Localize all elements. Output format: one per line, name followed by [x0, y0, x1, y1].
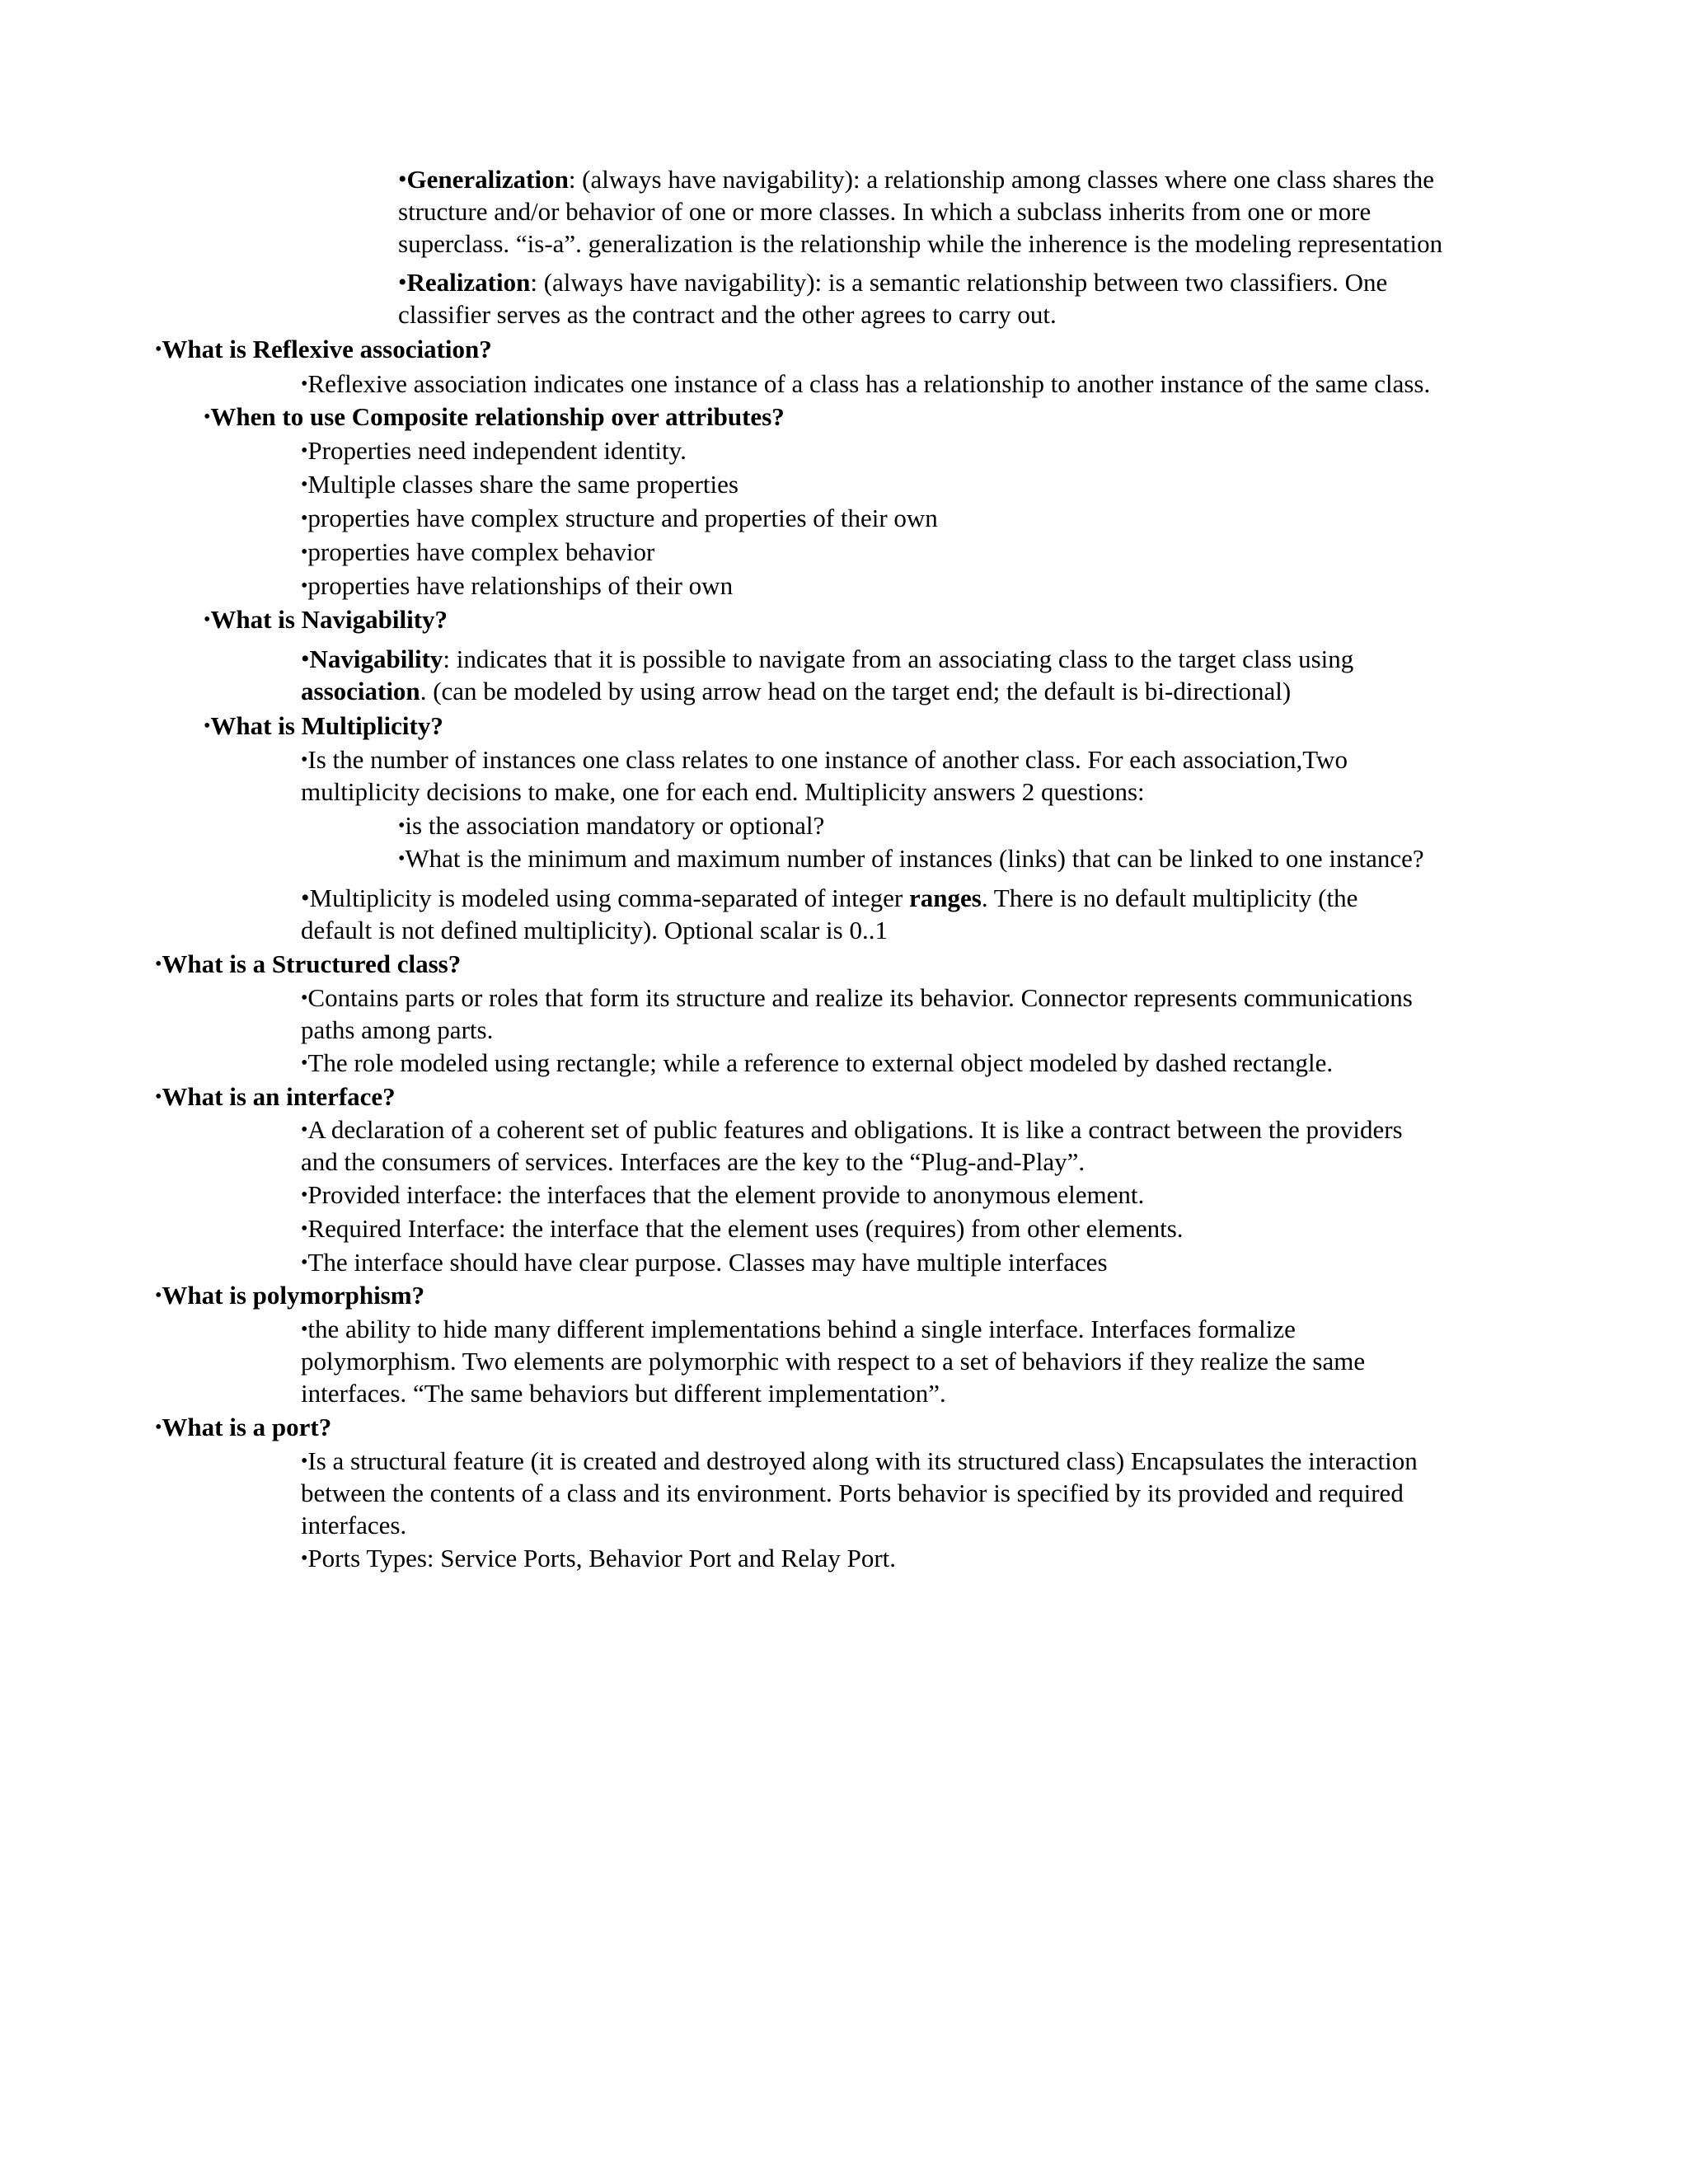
list-item-text: is the association mandatory or optional?: [405, 811, 825, 840]
bullet-icon: •: [301, 541, 308, 563]
paragraph-text: Required Interface: the interface that the element uses (requires) from other elements.: [307, 1214, 1184, 1243]
generalization-text: : (always have navigability): a relationship among classes where one class shares the: [568, 165, 1435, 194]
navigability-term: Navigability: [309, 644, 443, 673]
paragraph-text: A declaration of a coherent set of public features and obligations. It is like a contract between the providers: [307, 1115, 1403, 1144]
paragraph-text: Contains parts or roles that form its structure and realize its behavior. Connector represents communications: [307, 983, 1413, 1012]
list-item: [301, 569, 733, 605]
polymorphism-line-2: polymorphism. Two elements are polymorphic with respect to a set of behaviors if they realize the same: [301, 1347, 1366, 1376]
polymorphism-question: [155, 1279, 424, 1315]
paragraph-text: Ports Types: Service Ports, Behavior Port and Relay Port.: [307, 1544, 897, 1572]
list-item-text: What is the minimum and maximum number of instances (links) that can be linked to one instance?: [405, 844, 1424, 873]
generalization-line-2: structure and/or behavior of one or more classes. In which a subclass inherits from one or more: [398, 197, 1372, 226]
question-heading: What is polymorphism?: [162, 1281, 425, 1310]
list-item: [301, 468, 738, 504]
list-item-text: properties have complex behavior: [307, 537, 655, 566]
bullet-icon: •: [301, 1451, 308, 1472]
bullet-icon: •: [301, 1548, 308, 1569]
interface-question: [155, 1080, 396, 1116]
question-heading: What is Multiplicity?: [210, 711, 443, 740]
bullet-icon: •: [155, 1417, 162, 1438]
interface-p1-line-1: [301, 1113, 1403, 1149]
paragraph-text: The role modeled using rectangle; while a reference to external object modeled by dashed rectangle.: [307, 1048, 1334, 1077]
bullet-icon: •: [301, 575, 308, 597]
bullet-icon: •: [301, 508, 308, 529]
port-p2: [301, 1542, 896, 1577]
bullet-icon: •: [301, 987, 308, 1009]
paragraph-text: Multiplicity is modeled using comma-separated of integer: [309, 883, 909, 912]
paragraph-text: Is the number of instances one class relates to one instance of another class. For each association,Two: [307, 745, 1348, 774]
structured-p1-line-1: [301, 982, 1413, 1017]
navigability-line-2: [301, 675, 1291, 707]
bullet-icon: •: [398, 815, 406, 837]
list-item-text: properties have complex structure and properties of their own: [307, 504, 938, 532]
question-heading: What is Reflexive association?: [162, 335, 492, 363]
bullet-icon: •: [301, 1319, 308, 1340]
question-heading: When to use Composite relationship over attributes?: [210, 402, 785, 431]
ranges-term: ranges: [908, 883, 982, 912]
multiplicity-question: [204, 710, 443, 745]
paragraph-text: the ability to hide many different implementations behind a single interface. Interfaces formalize: [307, 1315, 1296, 1343]
multiplicity-p1-line-2: multiplicity decisions to make, one for each end. Multiplicity answers 2 questions:: [301, 777, 1145, 806]
bullet-icon: •: [301, 884, 310, 912]
list-item-text: Multiple classes share the same properties: [307, 470, 738, 499]
port-p1-line-2: between the contents of a class and its environment. Ports behavior is specified by its provided and required: [301, 1479, 1404, 1507]
bullet-icon: •: [301, 645, 310, 673]
realization-line-1: [398, 266, 1387, 299]
polymorphism-line-1: [301, 1313, 1296, 1348]
port-p1-line-1: [301, 1445, 1418, 1480]
question-heading: What is a port?: [162, 1413, 332, 1441]
realization-term: Realization: [406, 268, 531, 297]
question-heading: What is an interface?: [162, 1082, 396, 1111]
structured-p2: [301, 1047, 1333, 1082]
reflexive-question: [155, 333, 492, 368]
bullet-icon: •: [301, 1184, 308, 1206]
bullet-icon: •: [155, 1086, 162, 1108]
list-item: [301, 536, 654, 571]
bullet-icon: •: [204, 609, 211, 630]
navigability-text: . (can be modeled by using arrow head on the target end; the default is bi-directional): [420, 677, 1292, 705]
association-term: association: [301, 677, 420, 705]
interface-p1-line-2: and the consumers of services. Interfaces are the key to the “Plug-and-Play”.: [301, 1147, 1085, 1176]
interface-p4: [301, 1246, 1108, 1282]
list-item: [398, 842, 1424, 878]
navigability-text: : indicates that it is possible to navigate from an associating class to the target class using: [443, 644, 1354, 673]
bullet-icon: •: [301, 440, 308, 462]
bullet-icon: •: [204, 406, 211, 428]
bullet-icon: •: [301, 373, 308, 395]
bullet-icon: •: [301, 1252, 308, 1273]
generalization-term: Generalization: [406, 165, 569, 194]
list-item: [398, 809, 824, 845]
realization-text: : (always have navigability): is a semantic relationship between two classifiers. One: [530, 268, 1388, 297]
list-item: [301, 434, 687, 470]
bullet-icon: •: [204, 715, 211, 737]
composite-question: [204, 401, 785, 436]
bullet-icon: •: [398, 166, 407, 193]
paragraph-text: Is a structural feature (it is created and destroyed along with its structured class) Encapsulates the interaction: [307, 1446, 1418, 1475]
bullet-icon: •: [301, 1119, 308, 1141]
list-item: [301, 502, 938, 537]
bullet-icon: •: [301, 1218, 308, 1240]
navigability-line-1: [301, 643, 1353, 676]
multiplicity-p2-line-1: [301, 882, 1357, 915]
bullet-icon: •: [398, 269, 407, 296]
interface-p3: [301, 1212, 1184, 1248]
generalization-line-3: superclass. “is-a”. generalization is the relationship while the inherence is the modeling representation: [398, 229, 1443, 258]
bullet-icon: •: [155, 954, 162, 975]
interface-p2: [301, 1179, 1144, 1214]
answer-text: Reflexive association indicates one instance of a class has a relationship to another instance of the same class.: [307, 369, 1431, 398]
bullet-icon: •: [398, 848, 406, 869]
paragraph-text: . There is no default multiplicity (the: [981, 883, 1358, 912]
port-question: [155, 1411, 331, 1446]
structured-p1-line-2: paths among parts.: [301, 1015, 494, 1044]
bullet-icon: •: [301, 474, 308, 495]
realization-line-2: classifier serves as the contract and the other agrees to carry out.: [398, 300, 1057, 329]
polymorphism-line-3: interfaces. “The same behaviors but different implementation”.: [301, 1379, 946, 1408]
bullet-icon: •: [301, 1052, 308, 1074]
navigability-question: [204, 603, 448, 639]
bullet-icon: •: [301, 749, 308, 771]
structured-question: [155, 948, 461, 983]
port-p1-line-3: interfaces.: [301, 1511, 407, 1540]
bullet-icon: •: [155, 1285, 162, 1306]
question-heading: What is a Structured class?: [162, 949, 462, 978]
bullet-icon: •: [155, 339, 162, 360]
paragraph-text: The interface should have clear purpose. Classes may have multiple interfaces: [307, 1248, 1108, 1277]
paragraph-text: Provided interface: the interfaces that the element provide to anonymous element.: [307, 1180, 1145, 1209]
list-item-text: properties have relationships of their own: [307, 571, 734, 600]
multiplicity-p1-line-1: [301, 743, 1348, 779]
list-item-text: Properties need independent identity.: [307, 436, 687, 465]
question-heading: What is Navigability?: [210, 605, 448, 634]
generalization-line-1: [398, 163, 1434, 196]
reflexive-answer: [301, 368, 1430, 403]
multiplicity-p2-line-2: default is not defined multiplicity). Optional scalar is 0..1: [301, 916, 888, 944]
